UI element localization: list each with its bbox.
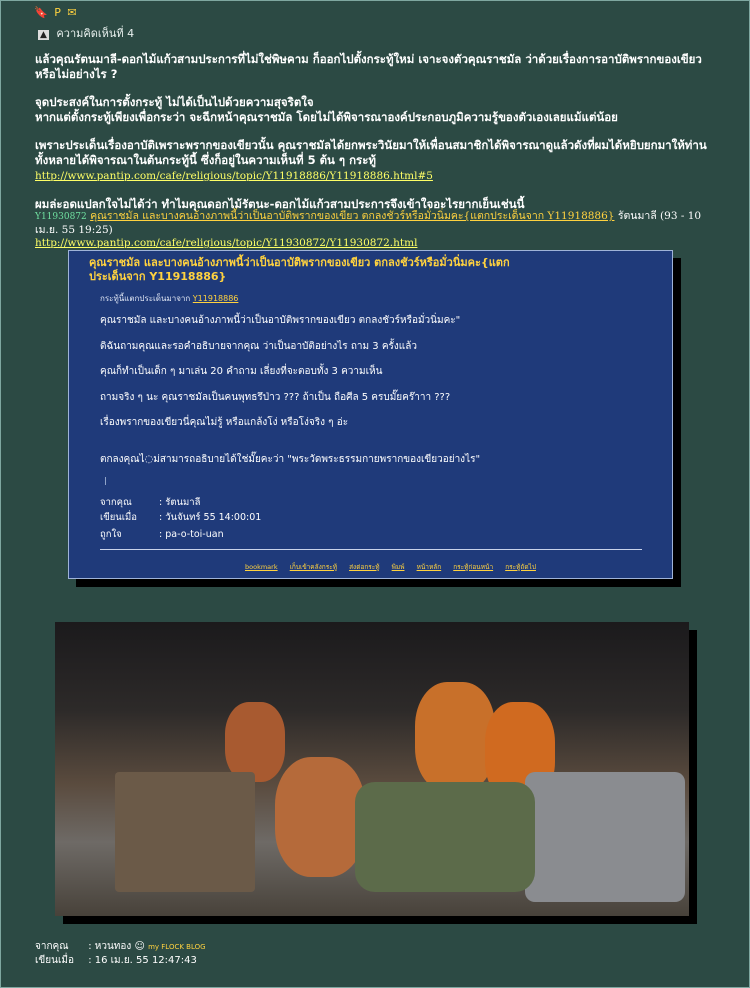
comment-user-icon: ▲: [40, 30, 47, 40]
monks-photo: [55, 622, 689, 916]
reference-url-link[interactable]: http://www.pantip.com/cafe/religious/topic/Y11930872/Y11930872.html: [35, 237, 418, 249]
body-paragraph: ผมล่ะอดแปลกใจไม่ได้ว่า ทำไมคุณดอกไม้รัตนะ-ดอกไม้แก้วสามประการจึงเข้าใจอะไรยากเย็นเช่นนี้: [35, 197, 525, 211]
quote-author-label: จากคุณ: [100, 497, 132, 508]
footer-author-label: จากคุณ: [35, 941, 69, 952]
bookmark-icon[interactable]: 🔖: [34, 6, 48, 19]
quote-line: คุณก็ทำเป็นเด็ก ๆ มาเล่น 20 คำถาม เลี่ยงที่จะตอบทั้ง 3 ความเห็น: [100, 366, 383, 377]
referenced-topic: [35, 210, 725, 250]
quote-action-links: [245, 562, 546, 572]
quote-line: ถามจริง ๆ นะ คุณราชมัลเป็นคนพุทธรึป่าว ??? ถ้าเป็น ถือศีล 5 ครบมั๊ยคร๊าาา ???: [100, 392, 451, 403]
footer-date-label: เขียนเมื่อ: [35, 955, 74, 966]
quote-like-value: : pa-o-toi-uan: [159, 529, 224, 540]
body-line: จุดประสงค์ในการตั้งกระทู้ ไม่ได้เป็นไปด้วยความสุจริตใจ: [35, 95, 314, 109]
quote-like-label: ถูกใจ: [100, 529, 122, 540]
comment-footer: [35, 940, 206, 968]
photo-box: [115, 772, 255, 892]
body-paragraph: [35, 95, 715, 125]
comment-body: [35, 52, 715, 225]
topic-link[interactable]: http://www.pantip.com/cafe/religious/topic/Y11918886/Y11918886.html#5: [35, 170, 433, 182]
reference-title-link[interactable]: คุณราชมัล และบางคนอ้างภาพนี้ว่าเป็นอาบัติพรากของเขียว ตกลงชัวร์หรือมั่วนิ่มคะ{แตกประเด็นจาก Y11918886}: [90, 210, 615, 222]
reference-id: Y11930872: [35, 212, 87, 222]
footer-date-row: [35, 954, 206, 968]
quote-author-value: : รัตนมาลี: [159, 497, 201, 508]
action-print-link[interactable]: พิมพ์: [391, 563, 405, 571]
action-home-link[interactable]: หน้าหลัก: [416, 563, 442, 571]
comment-number: ความคิดเห็นที่ 4: [56, 27, 135, 40]
body-paragraph: แล้วคุณรัตนมาลี-ดอกไม้แก้วสามประการที่ไม่ใช่พิษคาม ก็ออกไปตั้งกระทู้ใหม่ เจาะจงตัวคุณราชมัล ว่าด้วยเรื่องการอาบัติพรากของเขียวหรือไม่อย่างไร ?: [35, 52, 702, 81]
photo-figure: [275, 757, 365, 877]
text-cursor: [105, 477, 106, 485]
quote-like-row: [100, 527, 224, 542]
comment-header: [38, 24, 134, 42]
quote-date-row: [100, 510, 261, 525]
action-next-topic-link[interactable]: กระทู้ถัดไป: [505, 563, 536, 571]
quote-line: คุณราชมัล และบางคนอ้างภาพนี้ว่าเป็นอาบัติพรากของเขียว ตกลงชัวร์หรือมั่วนิ่มคะ": [100, 315, 461, 326]
quote-divider: [100, 549, 642, 550]
quote-author-row: [100, 495, 200, 510]
quoted-post-box: [68, 250, 673, 579]
footer-date-value: : 16 เม.ย. 55 12:47:43: [88, 955, 197, 966]
quote-origin-label: กระทู้นี้แตกประเด็นมาจาก: [100, 294, 191, 303]
profile-icon[interactable]: P: [54, 6, 61, 19]
quote-origin: [100, 292, 238, 305]
action-prev-topic-link[interactable]: กระทู้ก่อนหน้า: [453, 563, 494, 571]
mail-icon[interactable]: ✉: [67, 6, 77, 19]
quote-line: ดิฉันถามคุณและรอคำอธิบายจากคุณ ว่าเป็นอาบัติอย่างไร ถาม 3 ครั้งแล้ว: [100, 341, 417, 352]
footer-author-value[interactable]: : หวนทอง: [88, 941, 132, 952]
body-line: หากแต่ตั้งกระทู้เพียงเพื่อกระว่า จะฉีกหน้าคุณราชมัล โดยไม่ได้พิจารณาองค์ประกอบภูมิความรู้ของตัวเองเลยแม้แต่น้อย: [35, 110, 618, 124]
action-bookmark-link[interactable]: bookmark: [245, 563, 278, 571]
photo-pile: [355, 782, 535, 892]
quote-date-label: เขียนเมื่อ: [100, 512, 138, 523]
quote-line: ตกลงคุณไ◌ม่สามารถอธิบายได้ใช่มั๊ยคะว่า "พระวัดพระธรรมกายพรากของเขียวอย่างไร": [100, 454, 481, 465]
photo-figure: [415, 682, 495, 792]
post-toolbar-icons: [34, 6, 80, 19]
photo-pile: [525, 772, 685, 902]
photo-figure: [225, 702, 285, 782]
quote-line: เรื่องพรากของเขียวนี่คุณไม่รู้ หรือแกล้งโง่ หรือโง่จริง ๆ อ่ะ: [100, 417, 349, 428]
quote-date-value: : วันจันทร์ 55 14:00:01: [159, 512, 262, 523]
action-archive-link[interactable]: เก็บเข้าคลังกระทู้: [289, 563, 337, 571]
smiley-icon: ☺: [134, 941, 145, 952]
body-paragraph: [35, 138, 715, 184]
reference-meta: รัตนมาลี (93 - 10 เม.ย. 55 19:25): [35, 210, 702, 236]
action-forward-link[interactable]: ส่งต่อกระทู้: [349, 563, 380, 571]
quote-origin-link[interactable]: Y11918886: [192, 294, 239, 303]
footer-author-row: [35, 940, 206, 954]
body-line: เพราะประเด็นเรื่องอาบัติเพราะพรากของเขียวนั้น คุณราชมัลได้ยกพระวินัยมาให้เพื่อนสมาชิกได้พิจารณาดูแล้วดังที่ผมได้หยิบยกมาให้ท่านทั้งหลายได้พิจารณาในต้นกระทู้นี้ ซึ่งก็อยู่ในความเห็นที่ 5 ต้น ๆ กระทู้: [35, 138, 707, 167]
quote-title: คุณราชมัล และบางคนอ้างภาพนี้ว่าเป็นอาบัติพรากของเขียว ตกลงชัวร์หรือมั่วนิ่มคะ{แตกประเด็นจาก Y11918886}: [89, 256, 510, 283]
blog-badge[interactable]: my FLOCK BLOG: [148, 943, 206, 951]
